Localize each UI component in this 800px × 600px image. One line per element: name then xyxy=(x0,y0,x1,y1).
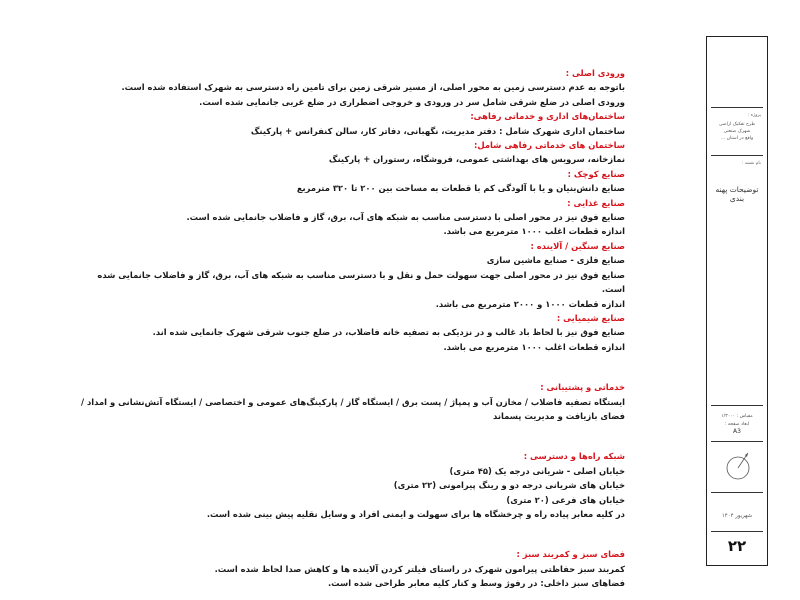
section-heading: صنایع سنگین / آلاینده : xyxy=(530,240,625,251)
sheet-label: نام نقشه : xyxy=(741,161,761,166)
project-label: پروژه : xyxy=(747,113,761,118)
section-line: اندازه قطعات اغلب ۱۰۰۰ مترمربع می باشد. xyxy=(443,341,625,352)
section-line: ساختمان اداری شهرک شامل : دفتر مدیریت، نگهبانی، دفاتر کار، سالن کنفرانس + پارکینگ xyxy=(250,125,625,136)
section-line: صنایع دانش‌بنیان و یا با آلودگی کم با قطعات به مساحت بین ۲۰۰ تا ۳۲۰ مترمربع xyxy=(296,183,625,194)
size-label: ابعاد صفحه : xyxy=(724,422,750,427)
scale-label: مقیاس : ۱/۳۰۰۰ xyxy=(721,414,753,419)
section-heading: خدماتی و پشتیبانی : xyxy=(540,382,625,393)
section-line: صنایع فوق نیز در محور اصلی با دسترسی مناسب به شبکه های آب، برق، گاز و فاضلاب جانمایی شده است. xyxy=(186,212,625,223)
section-line: ورودی اصلی در ضلع شرقی شامل سر در ورودی و خروجی اضطراری در ضلع غربی جانمایی شده است. xyxy=(199,96,625,107)
project-line: شهرک صنعتی xyxy=(723,129,751,134)
section-line: باتوجه به عدم دسترسی زمین به محور اصلی، از مسیر شرقی زمین برای تامین راه دسترسی به شهرک استفاده شده است. xyxy=(121,82,625,93)
section-line: صنایع فوق نیز در محور اصلی جهت سهولت حمل و نقل و با دسترسی مناسب به شبکه های آب، برق، گاز و فاضلاب جانمایی شده است. xyxy=(97,269,625,295)
section-heading: شبکه راه‌ها و دسترسی : xyxy=(523,451,625,462)
section-line: صنایع فلزی - صنایع ماشین سازی xyxy=(486,255,625,266)
size-value: A3 xyxy=(733,428,741,435)
section-line: نمازخانه، سرویس های بهداشتی عمومی، فروشگاه، رستوران + پارکینگ xyxy=(328,154,625,165)
section-line: خیابان های فرعی (۲۰ متری) xyxy=(506,494,625,505)
date: شهریور ۱۴۰۴ xyxy=(721,513,753,519)
section-line: اندازه قطعات اغلب ۱۰۰۰ مترمربع می باشد. xyxy=(443,226,625,237)
section-heading: صنایع کوچک : xyxy=(567,168,625,179)
project-line: طرح تفکیک اراضی xyxy=(718,122,756,127)
section-heading: ساختمان‌های اداری و خدماتی رفاهی: xyxy=(470,111,625,122)
section-line: صنایع فوق نیز با لحاظ باد غالب و در نزدیکی به تصفیه خانه فاضلاب، در ضلع جنوب شرقی شهرک جانمایی شده اند. xyxy=(152,327,625,338)
section-heading: فضای سبز و کمربند سبز : xyxy=(516,549,625,560)
project-line: واقع در استان ... xyxy=(720,136,754,141)
page-number: ۲۲ xyxy=(727,537,747,555)
section-line: خیابان های شریانی درجه دو و رینگ پیرامونی (۲۲ متری) xyxy=(393,480,625,491)
section-line: اندازه قطعات ۱۰۰۰ و ۲۰۰۰ مترمربع می باشد. xyxy=(435,298,625,309)
section-line: کمربند سبز حفاظتی پیرامون شهرک در راستای فیلتر کردن آلاینده ها و کاهش صدا لحاظ شده است. xyxy=(214,563,625,574)
section-heading: ورودی اصلی : xyxy=(565,68,625,78)
section-line: خیابان اصلی - شریانی درجه یک (۴۵ متری) xyxy=(449,465,625,476)
zoning-description xyxy=(80,66,625,591)
section-heading: صنایع غذایی : xyxy=(567,197,625,208)
sheet-title: توضیحات پهنه بندی xyxy=(715,185,759,203)
north-arrow-icon xyxy=(723,447,753,485)
section-line: فضاهای سبز داخلی: در رفوژ وسط و کنار کلیه معابر طراحی شده است. xyxy=(327,578,625,589)
section-heading: صنایع شیمیایی : xyxy=(556,312,625,323)
section-line: در کلیه معابر پیاده راه و چرخشگاه ها برای سهولت و ایمنی افراد و وسایل نقلیه پیش بینی شده است. xyxy=(206,508,625,519)
title-block xyxy=(706,36,768,566)
section-line: ایستگاه تصفیه فاضلاب / مخازن آب و پمپاژ / پست برق / ایستگاه گاز / پارکینگ‌های عمومی و اختصاصی / ایستگاه آتش‌نشانی و امداد / فضای بازیافت و مدیریت پسماند xyxy=(81,396,625,421)
section-heading: ساختمان های خدماتی رفاهی شامل: xyxy=(474,140,625,151)
